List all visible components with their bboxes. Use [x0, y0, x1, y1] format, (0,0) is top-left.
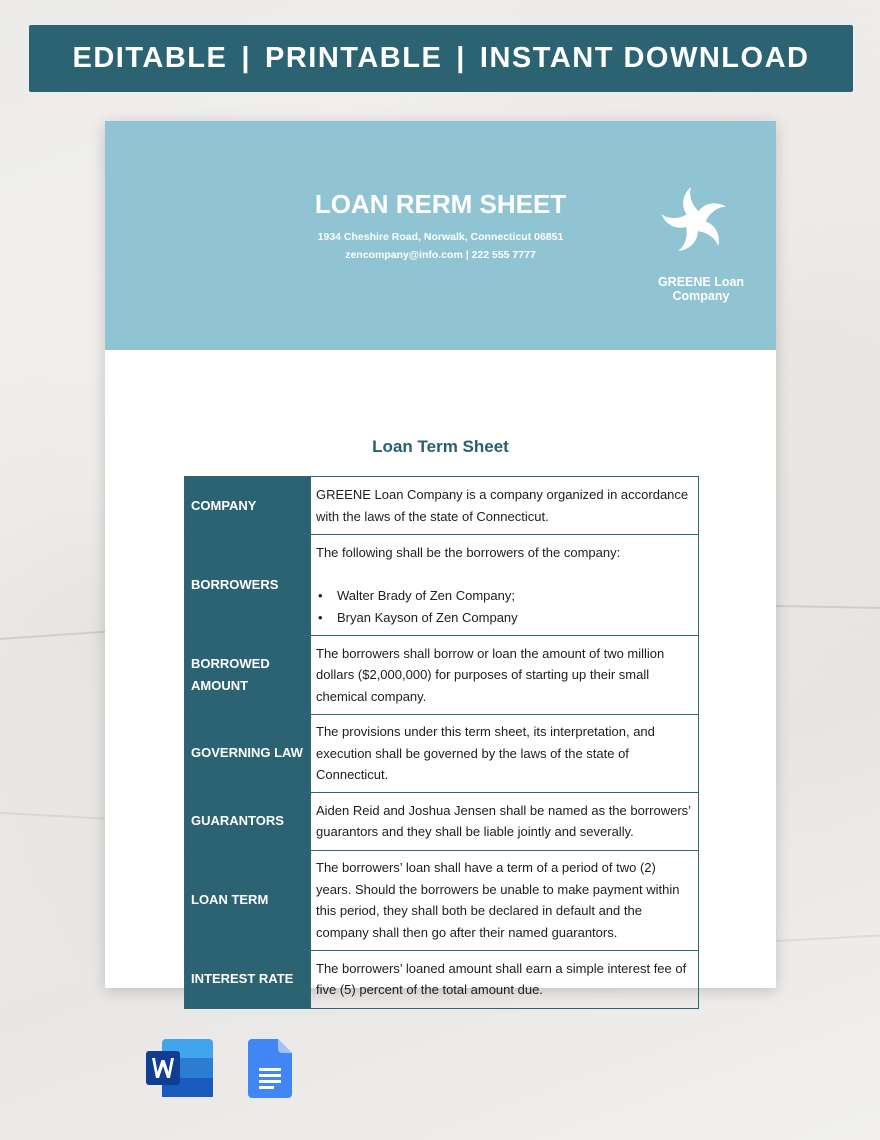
table-row [185, 535, 699, 636]
borrowers-list [316, 585, 693, 628]
company-address: 1934 Cheshire Road, Norwalk, Connecticut 06851 [317, 231, 564, 243]
company-contact: zencompany@info.com | 222 555 7777 [345, 249, 536, 261]
marble-vein [776, 935, 880, 942]
row-label-company: COMPANY [185, 477, 311, 535]
row-label-guarantors: GUARANTORS [185, 792, 311, 850]
banner-printable: PRINTABLE [265, 42, 443, 74]
loan-terms-table [184, 476, 699, 1009]
table-row [185, 850, 699, 950]
section-title: Loan Term Sheet [372, 437, 509, 456]
document-preview [105, 121, 776, 997]
table-row [185, 715, 699, 793]
feature-banner [29, 25, 853, 92]
google-docs-icon[interactable] [248, 1039, 292, 1098]
swirl-logo-icon [655, 181, 735, 261]
company-logo-name: GREENE Loan Company [657, 275, 745, 303]
banner-separator: | [456, 42, 466, 74]
row-text-borrowers: The following shall be the borrowers of the company: [316, 544, 621, 560]
table-row [185, 792, 699, 850]
table-row [185, 636, 699, 715]
banner-editable: EDITABLE [72, 42, 228, 74]
row-label-borrowers: BORROWERS [185, 535, 311, 636]
marble-vein [0, 812, 105, 819]
list-item: • Walter Brady of Zen Company; [316, 585, 693, 607]
row-text-loan-term: The borrowers’ loan shall have a term of a period of two (2) years. Should the borrowers be unable to make payment within this period, they shall both be declared in default and the company shall then go after their named guarantors. [311, 850, 699, 950]
row-text-interest-rate: The borrowers’ loaned amount shall earn a simple interest fee of five (5) percent of the total amount due. [311, 950, 699, 1008]
banner-instant-download: INSTANT DOWNLOAD [479, 42, 810, 74]
list-item: • Bryan Kayson of Zen Company [316, 607, 693, 629]
row-text-governing-law: The provisions under this term sheet, its interpretation, and execution shall be governed by the laws of the state of Connecticut. [311, 715, 699, 793]
document-header [105, 121, 776, 350]
table-row [185, 477, 699, 535]
row-label-loan-term: LOAN TERM [185, 850, 311, 950]
marble-vein [776, 605, 880, 609]
row-cell-borrowers [311, 535, 699, 636]
marble-vein [0, 630, 110, 640]
banner-separator: | [241, 42, 251, 74]
row-label-governing-law: GOVERNING LAW [185, 715, 311, 793]
row-text-guarantors: Aiden Reid and Joshua Jensen shall be named as the borrowers’ guarantors and they shall be liable jointly and severally. [311, 792, 699, 850]
word-icon[interactable] [146, 1039, 213, 1097]
row-text-borrowed-amount: The borrowers shall borrow or loan the amount of two million dollars ($2,000,000) for purposes of starting up their small chemical company. [311, 636, 699, 715]
row-label-borrowed-amount: BORROWED AMOUNT [185, 636, 311, 715]
row-label-interest-rate: INTEREST RATE [185, 950, 311, 1008]
row-text-company: GREENE Loan Company is a company organized in accordance with the laws of the state of Connecticut. [311, 477, 699, 535]
table-row [185, 950, 699, 1008]
document-title: LOAN RERM SHEET [314, 189, 567, 219]
